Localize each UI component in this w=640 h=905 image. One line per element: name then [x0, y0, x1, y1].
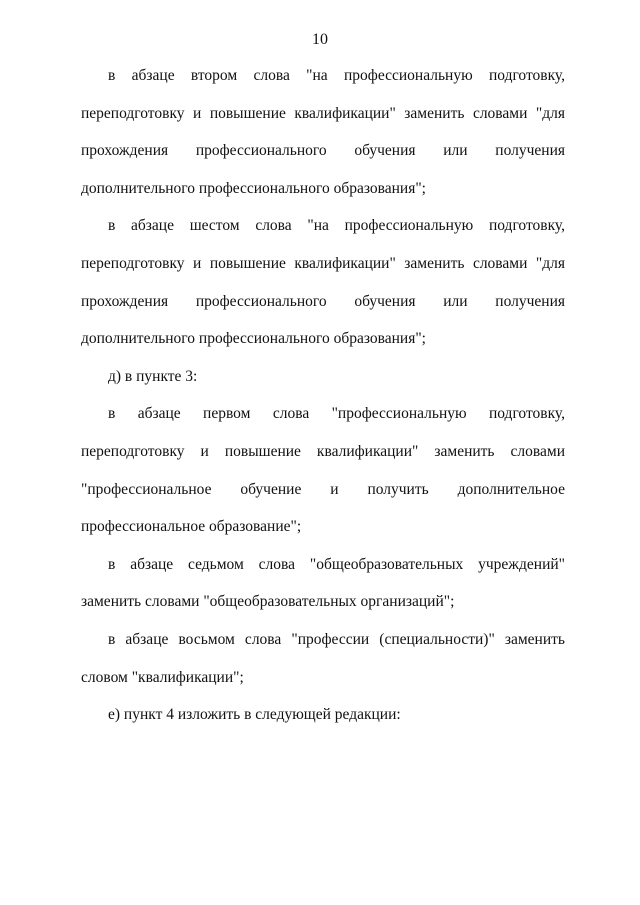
text-line: е) пункт 4 изложить в следующей редакции:	[108, 706, 401, 724]
text-line: прохождения профессионального обучения или получения	[81, 142, 565, 160]
text-line: переподготовку и повышение квалификации" заменить словами "для	[81, 254, 565, 272]
text-line: в абзаце шестом слова "на профессиональную подготовку,	[108, 217, 565, 235]
page-number: 10	[312, 31, 328, 48]
text-line: в абзаце восьмом слова "профессии (специальности)" заменить	[108, 630, 565, 648]
text-line: дополнительного профессионального образования";	[81, 330, 426, 348]
text-line: переподготовку и повышение квалификации" заменить словами "для	[81, 104, 565, 122]
text-line: в абзаце втором слова "на профессиональную подготовку,	[108, 67, 565, 84]
paragraph-amendment-abzac-2	[81, 57, 565, 207]
text-line: д) в пункте 3:	[108, 367, 198, 385]
text-line: дополнительного профессионального образования";	[81, 179, 426, 197]
paragraph-amendment-abzac-1	[81, 395, 565, 545]
document-body	[81, 57, 565, 734]
text-line: словом "квалификации";	[81, 668, 244, 686]
text-line: в абзаце первом слова "профессиональную подготовку,	[108, 405, 565, 423]
text-line: прохождения профессионального обучения или получения	[81, 292, 565, 310]
paragraph-amendment-abzac-6	[81, 207, 565, 357]
paragraph-amendment-abzac-8	[81, 621, 565, 696]
text-line: профессиональное образование";	[81, 518, 302, 536]
text-line: заменить словами "общеобразовательных организаций";	[81, 593, 455, 611]
paragraph-item-e-punkt-4	[81, 696, 565, 734]
paragraph-amendment-abzac-7	[81, 546, 565, 621]
paragraph-item-d-punkt-3	[81, 358, 565, 396]
text-line: переподготовку и повышение квалификации" заменить словами	[81, 442, 565, 460]
text-line: в абзаце седьмом слова "общеобразовательных учреждений"	[108, 555, 565, 573]
text-line: "профессиональное обучение и получить дополнительное	[81, 480, 565, 498]
